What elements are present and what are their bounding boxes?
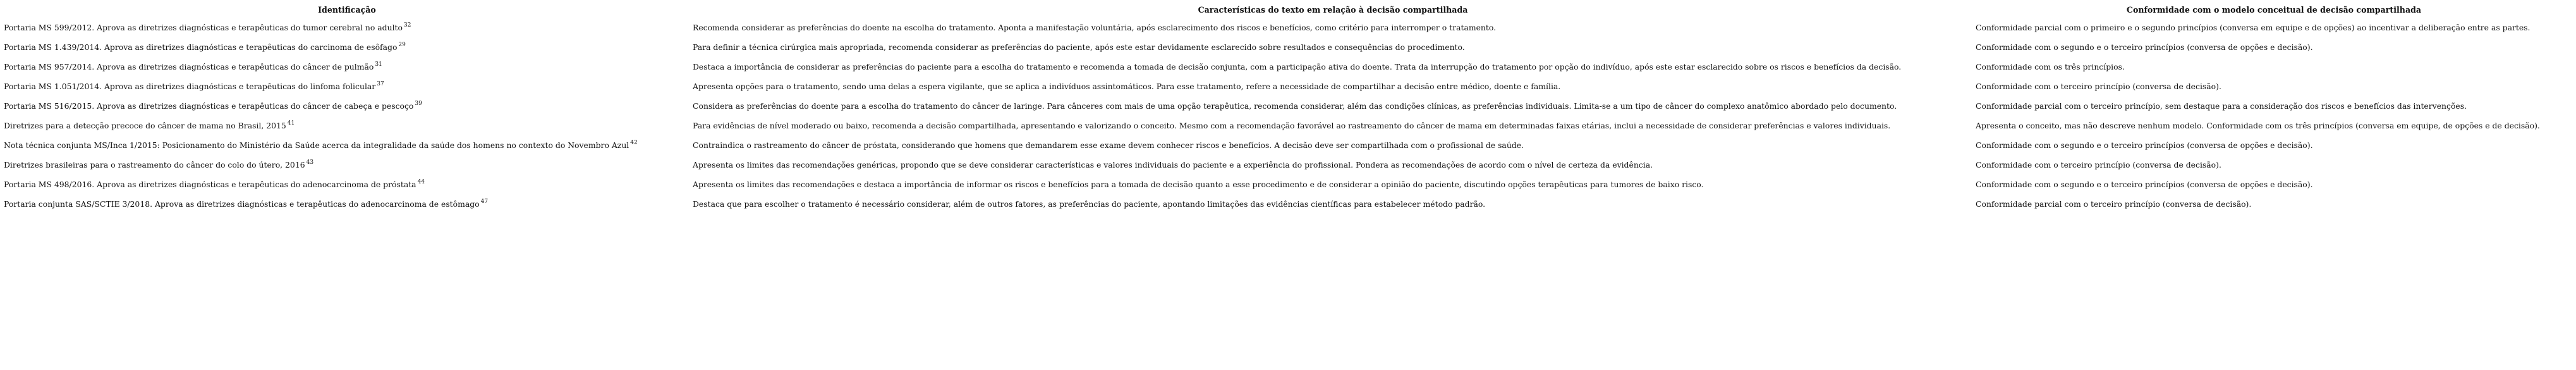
text-characteristics-cell: Apresenta os limites das recomendações genéricas, propondo que se deve considerar características e valores individuais do paciente e a experiência do profissional. Pondera as recomendações de acordo com o nível de certeza da evidência.	[693, 160, 1653, 170]
conformity-cell: Conformidade com o segundo e o terceiro princípios (conversa de opções e decisão).	[1976, 140, 2313, 150]
text-characteristics-cell: Recomenda considerar as preferências do doente na escolha do tratamento. Aponta a manifestação voluntária, após esclarecimento dos riscos e benefícios, como critério para interromper o tratamento.	[693, 23, 1497, 32]
conformity-cell: Conformidade com o terceiro princípio (conversa de decisão).	[1976, 160, 2221, 170]
text-characteristics-cell: Para evidências de nível moderado ou baixo, recomenda a decisão compartilhada, apresentando e valorizando o conceito. Mesmo com a recomendação favorável ao rastreamento do câncer de mama em determinadas faixas etárias, inclui a necessidade de considerar preferências e valores individuais.	[693, 121, 1891, 130]
text-characteristics-cell: Apresenta os limites das recomendações e destaca a importância de informar os riscos e benefícios para a tomada de decisão quanto a esse procedimento e de considerar a opinião do paciente, discutindo opções terapêuticas para tumores de baixo risco.	[693, 180, 1704, 189]
identification-cell	[4, 58, 690, 77]
reference-number: 39	[415, 100, 422, 107]
table-row	[4, 77, 2572, 97]
text-characteristics-cell: Destaca a importância de considerar as preferências do paciente para a escolha do tratamento e recomenda a tomada de decisão conjunta, com a participação ativa do doente. Trata da interrupção do tratamento por opção do indivíduo, após este estar esclarecido sobre os riscos e benefícios da decisão.	[693, 62, 1902, 71]
table-row	[4, 58, 2572, 77]
document-identification: Portaria conjunta SAS/SCTIE 3/2018. Aprova as diretrizes diagnósticas e terapêuticas do adenocarcinoma de estômago	[4, 199, 480, 209]
reference-number: 37	[377, 80, 384, 87]
document-identification: Diretrizes brasileiras para o rastreamento do câncer do colo do útero, 2016	[4, 160, 305, 170]
conformity-cell: Conformidade com o segundo e o terceiro princípios (conversa de opções e decisão).	[1976, 180, 2313, 189]
document-identification: Portaria MS 516/2015. Aprova as diretrizes diagnósticas e terapêuticas do câncer de cabeça e pescoço	[4, 101, 414, 111]
reference-number: 42	[630, 139, 638, 146]
document-identification: Nota técnica conjunta MS/Inca 1/2015: Posicionamento do Ministério da Saúde acerca da integralidade da saúde dos homens no contexto do Novembro Azul	[4, 140, 629, 150]
conformity-cell: Conformidade parcial com o terceiro princípio, sem destaque para a consideração dos riscos e benefícios das intervenções.	[1976, 101, 2467, 111]
reference-number: 44	[417, 178, 425, 185]
text-characteristics-cell: Contraindica o rastreamento do câncer de próstata, considerando que homens que demandarem esse exame devem conhecer riscos e benefícios. A decisão deve ser compartilhada com o profissional de saúde.	[693, 140, 1524, 150]
table-row	[4, 38, 2572, 58]
text-characteristics-cell: Destaca que para escolher o tratamento é necessário considerar, além de outros fatores, as preferências do paciente, apontando limitações das evidências científicas para estabelecer método padrão.	[693, 199, 1486, 209]
document-identification: Portaria MS 498/2016. Aprova as diretrizes diagnósticas e terapêuticas do adenocarcinoma de próstata	[4, 180, 416, 189]
column-header-conformity: Conformidade com o modelo conceitual de decisão compartilhada	[2126, 5, 2422, 15]
text-characteristics-cell: Considera as preferências do doente para a escolha do tratamento do câncer de laringe. Para cânceres com mais de uma opção terapêutica, recomenda considerar, além das condições clínicas, as preferências individuais. Limita-se a um tipo de câncer do complexo anatômico abordado pelo documento.	[693, 101, 1897, 111]
identification-cell	[4, 18, 690, 38]
policy-table	[4, 5, 2572, 214]
reference-number: 43	[306, 159, 314, 166]
reference-number: 32	[403, 22, 411, 28]
document-identification: Diretrizes para a detecção precoce do câncer de mama no Brasil, 2015	[4, 121, 286, 130]
reference-number: 29	[398, 41, 406, 48]
identification-cell	[4, 136, 690, 156]
conformity-cell: Conformidade com o terceiro princípio (conversa de decisão).	[1976, 82, 2221, 91]
column-header-text-characteristics: Características do texto em relação à decisão compartilhada	[1198, 5, 1468, 15]
reference-number: 47	[480, 198, 489, 205]
conformity-cell: Apresenta o conceito, mas não descreve nenhum modelo. Conformidade com os três princípios (conversa em equipe, de opções e de decisão).	[1976, 121, 2540, 130]
table-body	[4, 18, 2572, 214]
document-identification: Portaria MS 599/2012. Aprova as diretrizes diagnósticas e terapêuticas do tumor cerebral no adulto	[4, 23, 403, 32]
document-identification: Portaria MS 1.439/2014. Aprova as diretrizes diagnósticas e terapêuticas do carcinoma de esôfago	[4, 42, 398, 52]
identification-cell	[4, 97, 690, 116]
identification-cell	[4, 175, 690, 195]
table-row	[4, 116, 2572, 136]
table-row	[4, 195, 2572, 214]
table-header-row	[4, 5, 2572, 18]
table-row	[4, 97, 2572, 116]
text-characteristics-cell: Apresenta opções para o tratamento, sendo uma delas a espera vigilante, que se aplica a indivíduos assintomáticos. Para esse tratamento, refere a necessidade de compartilhar a decisão entre médico, doente e família.	[693, 82, 1561, 91]
table-row	[4, 136, 2572, 156]
conformity-cell: Conformidade parcial com o primeiro e o segundo princípios (conversa em equipe e de opções) ao incentivar a deliberação entre as partes.	[1976, 23, 2530, 32]
identification-cell	[4, 195, 690, 214]
conformity-cell: Conformidade com os três princípios.	[1976, 62, 2125, 71]
document-identification: Portaria MS 1.051/2014. Aprova as diretrizes diagnósticas e terapêuticas do linfoma folicular	[4, 82, 376, 91]
identification-cell	[4, 77, 690, 97]
conformity-cell: Conformidade com o segundo e o terceiro princípios (conversa de opções e decisão).	[1976, 42, 2313, 52]
identification-cell	[4, 116, 690, 136]
reference-number: 41	[287, 120, 295, 126]
table-row	[4, 156, 2572, 175]
identification-cell	[4, 156, 690, 175]
text-characteristics-cell: Para definir a técnica cirúrgica mais apropriada, recomenda considerar as preferências do paciente, após este estar devidamente esclarecido sobre resultados e consequências do procedimento.	[693, 42, 1465, 52]
document-identification: Portaria MS 957/2014. Aprova as diretrizes diagnósticas e terapêuticas do câncer de pulmão	[4, 62, 374, 71]
reference-number: 31	[375, 61, 382, 68]
conformity-cell: Conformidade parcial com o terceiro princípio (conversa de decisão).	[1976, 199, 2252, 209]
column-header-identification: Identificação	[318, 5, 376, 15]
identification-cell	[4, 38, 690, 58]
table-row	[4, 175, 2572, 195]
table-row	[4, 18, 2572, 38]
